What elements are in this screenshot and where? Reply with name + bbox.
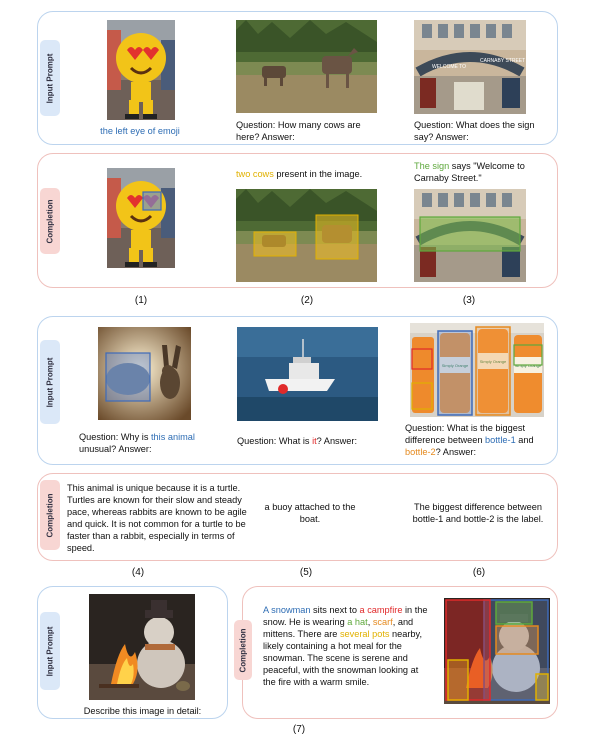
completion-7-text: A snowman sits next to a campfire in the snow. He is wearing a hat, scarf, and mittens. There are several pots nearby, likely containing a hot meal for the snowman. The scene is serene and peaceful, with the snowman looking at the fire with a warm smile. <box>263 605 428 687</box>
completion-2-text: two cows present in the image. <box>236 169 363 179</box>
sign-text-left: WELCOME TO <box>432 64 466 70</box>
orange-juice-bottles-image <box>410 323 544 417</box>
completion-tag-2: Completion <box>40 480 60 550</box>
snowman-campfire-image-annotated <box>444 598 550 704</box>
input-prompt-tag-1: Input Prompt <box>40 40 60 116</box>
snowman-campfire-image <box>89 594 195 700</box>
bottle-label-1: Simply Orange <box>441 363 469 368</box>
prompt-5-text: Question: What is it? Answer: <box>237 436 357 446</box>
figure-number-6: (6) <box>472 567 486 578</box>
figure-number-5: (5) <box>299 567 313 578</box>
figure-number-1: (1) <box>134 295 148 306</box>
bottle-label-3: Simply Orange <box>514 363 542 368</box>
completion-6-text: The biggest difference between bottle-1 and bottle-2 is the label. <box>412 502 544 524</box>
completion-4-text: This animal is unique because it is a turtle. Turtles are known for their slow and steady pace, whereas rabbits are known to be agile and quick. It is not common for a turtle to be faster than a rabbit, especially in terms of speed. <box>67 483 247 553</box>
sign-text-right: CARNABY STREET <box>480 58 526 64</box>
prompt-6-text: Question: What is the biggest difference between bottle-1 and bottle-2? Answer: <box>405 423 534 457</box>
figure-number-3: (3) <box>462 295 476 306</box>
turtle-rabbit-image <box>98 327 191 420</box>
prompt-4-text: Question: Why is this animal unusual? Answer: <box>79 432 195 454</box>
figure-number-2: (2) <box>300 295 314 306</box>
cows-image <box>236 20 377 113</box>
figure-number-7: (7) <box>292 724 306 735</box>
carnaby-street-image-annotated <box>414 189 526 282</box>
completion-tag-3: Completion <box>234 620 252 680</box>
prompt-2-text: Question: How many cows are here? Answer: <box>236 120 361 142</box>
completion-5-text: a buoy attached to the boat. <box>264 502 356 524</box>
input-prompt-tag-2: Input Prompt <box>40 340 60 424</box>
completion-3-text: The sign says "Welcome to Carnaby Street." <box>414 161 525 183</box>
emoji-mascot-image-annotated <box>107 168 175 268</box>
figure-number-4: (4) <box>131 567 145 578</box>
input-prompt-tag-3: Input Prompt <box>40 612 60 690</box>
prompt-3-text: Question: What does the sign say? Answer: <box>414 120 535 142</box>
bottle-label-2: Simply Orange <box>479 359 507 364</box>
prompt-1-text: the left eye of emoji <box>100 126 180 136</box>
boat-image <box>237 327 378 421</box>
emoji-mascot-image <box>107 20 175 120</box>
cows-image-annotated <box>236 189 377 282</box>
carnaby-street-image <box>414 20 526 114</box>
prompt-7-text: Describe this image in detail: <box>83 706 202 716</box>
completion-tag-1: Completion <box>40 188 60 254</box>
